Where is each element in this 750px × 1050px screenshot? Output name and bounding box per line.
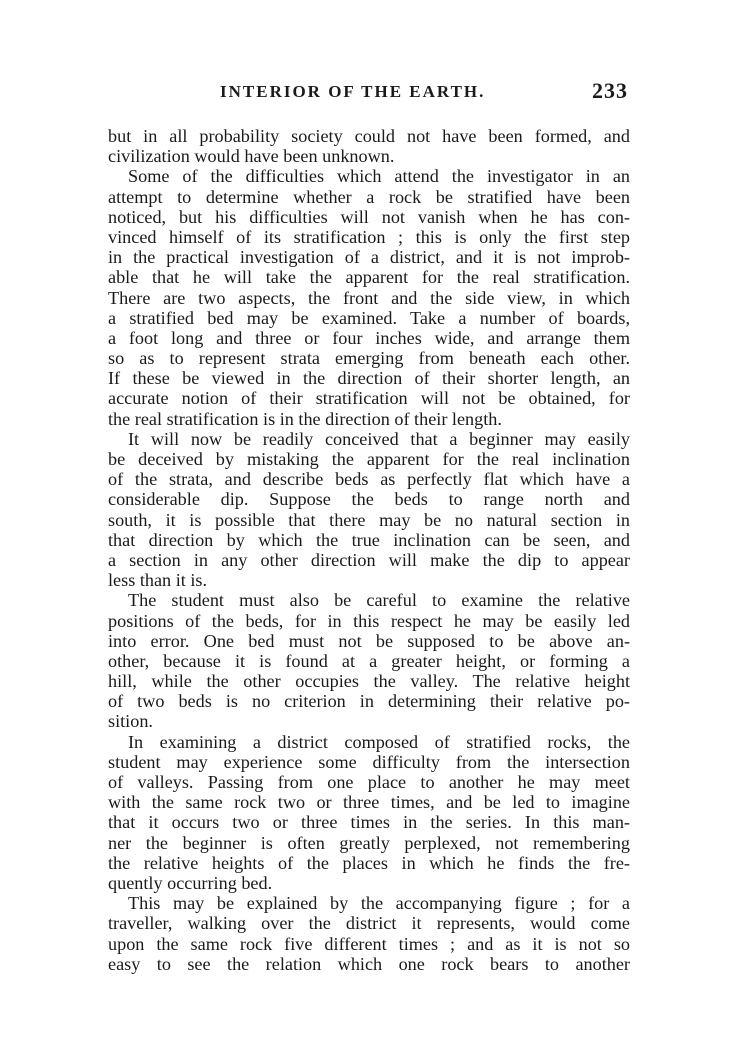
- text-line: so as to represent strata emerging from beneath each other.: [108, 348, 630, 369]
- text-line: hill, while the other occupies the valley. The relative height: [108, 671, 630, 692]
- text-line: If these be viewed in the direction of their shorter length, an: [108, 368, 630, 389]
- page-number: 233: [592, 78, 628, 103]
- paragraph: [108, 166, 630, 428]
- text-line: positions of the beds, for in this respect he may be easily led: [108, 610, 630, 631]
- paragraph: [108, 429, 630, 591]
- running-title: INTERIOR OF THE EARTH.: [220, 82, 486, 101]
- text-line: Some of the difficulties which attend the investigator in an: [128, 166, 630, 187]
- paragraph: [108, 126, 630, 166]
- text-line: student may experience some difficulty from the intersection: [108, 751, 630, 772]
- text-line: noticed, but his difficulties will not vanish when he has con-: [108, 206, 630, 227]
- text-line: civilization would have been unknown.: [108, 146, 395, 167]
- text-line: the real stratification is in the direction of their length.: [108, 408, 502, 429]
- paragraph: [108, 732, 630, 894]
- text-line: with the same rock two or three times, and be led to imagine: [108, 792, 630, 813]
- text-line: of valleys. Passing from one place to another he may meet: [108, 772, 630, 792]
- text-line: of the strata, and describe beds as perfectly flat which have a: [108, 469, 630, 490]
- text-line: It will now be readily conceived that a beginner may easily: [128, 428, 630, 449]
- text-line: traveller, walking over the district it represents, would come: [108, 913, 630, 934]
- text-line: able that he will take the apparent for the real stratification.: [108, 267, 630, 288]
- text-line: upon the same rock five different times ; and as it is not so: [108, 933, 630, 954]
- text-line: the relative heights of the places in which he finds the fre-: [108, 852, 630, 873]
- text-line: of two beds is no criterion in determining their relative po-: [108, 691, 630, 712]
- text-line: sition.: [108, 711, 153, 732]
- text-line: ner the beginner is often greatly perplexed, not remembering: [108, 832, 630, 853]
- text-line: quently occurring bed.: [108, 872, 273, 893]
- text-line: less than it is.: [108, 570, 208, 591]
- text-line: be deceived by mistaking the apparent for the real inclination: [108, 449, 630, 469]
- text-line: other, because it is found at a greater height, or forming a: [108, 650, 630, 671]
- text-line: that direction by which the true inclination can be seen, and: [108, 529, 630, 550]
- text-line: south, it is possible that there may be no natural section in: [108, 509, 630, 530]
- text-line: but in all probability society could not have been formed, and: [108, 126, 630, 146]
- text-line: considerable dip. Suppose the beds to range north and: [108, 489, 630, 510]
- text-line: into error. One bed must not be supposed to be above an-: [108, 630, 630, 651]
- text-line: vinced himself of its stratification ; this is only the first step: [108, 226, 630, 247]
- text-line: accurate notion of their stratification will not be obtained, for: [108, 388, 630, 409]
- text-line: in the practical investigation of a district, and it is not improb-: [108, 247, 630, 268]
- paragraph: [108, 893, 630, 974]
- paragraph: [108, 590, 630, 731]
- text-line: easy to see the relation which one rock bears to another: [108, 953, 630, 974]
- text-line: a section in any other direction will make the dip to appear: [108, 549, 630, 570]
- text-line: The student must also be careful to examine the relative: [128, 590, 630, 611]
- text-line: a stratified bed may be examined. Take a number of boards,: [108, 307, 630, 328]
- text-line: a foot long and three or four inches wide, and arrange them: [108, 327, 630, 348]
- body-text: [108, 126, 630, 974]
- text-line: that it occurs two or three times in the series. In this man-: [108, 812, 630, 833]
- text-line: There are two aspects, the front and the side view, in which: [108, 287, 630, 308]
- text-line: This may be explained by the accompanying figure ; for a: [128, 893, 630, 914]
- running-head: [108, 78, 628, 108]
- text-line: In examining a district composed of stratified rocks, the: [128, 731, 630, 752]
- text-line: attempt to determine whether a rock be stratified have been: [108, 186, 630, 207]
